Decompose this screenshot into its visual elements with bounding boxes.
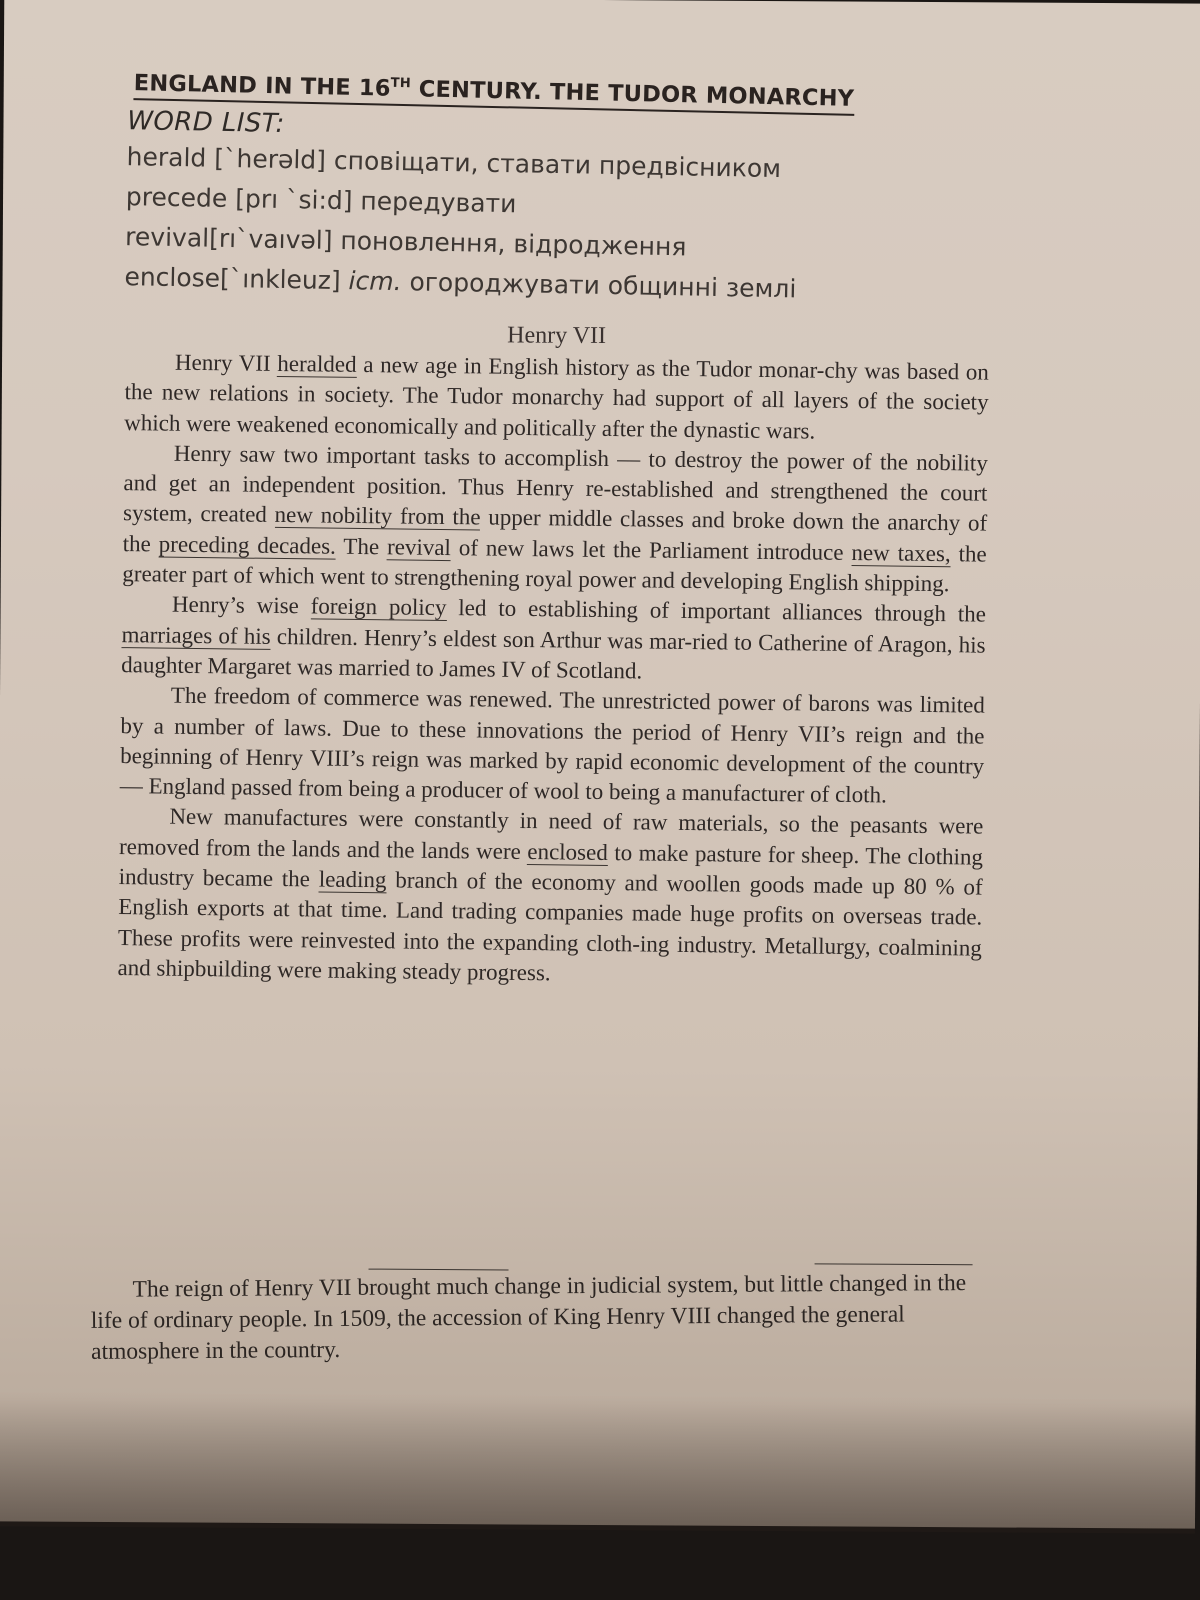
summary-text: The reign of Henry VII brought much change in judicial system, but little changed in the life of ordinary people. In 1509, the accession of King Henry VIII changed the general atmosphere in the country. [90, 1270, 967, 1365]
title-suffix: CENTURY. THE TUDOR MONARCHY [410, 76, 855, 112]
title-superscript: TH [390, 75, 412, 92]
paragraph-2 [122, 438, 988, 600]
page-bottom-shadow [0, 1391, 1196, 1533]
p2-text-c: The [335, 533, 388, 560]
word-entry-precede: precede [prı `si:d] передувати [125, 182, 517, 219]
word-entry-enclose-abbr: icm. [348, 266, 402, 297]
title-prefix: ENGLAND IN THE 16 [133, 70, 391, 102]
p5-text-a: New manufactures were constantly in need of raw materials, so the peasants were removed from the lands and the lands were [118, 804, 984, 864]
p3-text-b: led to establishing of important alliances through the [446, 595, 987, 628]
word-entry-enclose-translation: огороджувати общинні землі [401, 267, 797, 304]
word-list [124, 105, 799, 309]
article-body [117, 347, 989, 994]
p2-text-b: upper middle classes and broke down the anarchy of the [122, 504, 988, 557]
underline-heralded: heralded [277, 350, 357, 377]
p3-text-c: children. Henry’s eldest son Arthur was mar-ried to Catherine of Aragon, his daughter Margaret was married to James IV of Scotland. [121, 623, 986, 684]
underline-foreign-policy: foreign policy [310, 593, 447, 621]
p2-text-d: of new laws let the Parliament introduce [450, 534, 852, 565]
separator-rule-right [815, 1263, 973, 1265]
word-list-heading: WORD LIST: [127, 106, 286, 139]
underline-revival: revival [386, 534, 452, 560]
p2-text-a: Henry saw two important tasks to accomplish — to destroy the power of the nobility and get an independent position. Thus Henry re-established and strengthened the court system, created [122, 440, 988, 528]
underline-new-taxes: new taxes, [851, 539, 951, 566]
paragraph-5 [117, 802, 983, 994]
underline-marriages: marriages of his [121, 621, 271, 649]
paragraph-3 [121, 589, 986, 690]
p2-text-e: the greater part of which went to strengthening royal power and developing English shipping. [122, 540, 987, 597]
underline-new-nobility: new nobility from the [274, 502, 481, 530]
word-entry-herald: herald [`herəld] сповіщати, ставати предвісником [126, 142, 782, 184]
paragraph-4: The freedom of commerce was renewed. The unrestricted power of barons was limited by a number of laws. Due to these innovations the period of Henry VII’s reign and the beginning of Henry VIII’s reign was marked by rapid economic development of the country — England passed from being a producer of wool to being a manufacturer of cloth. [119, 682, 985, 808]
p1-text-a: Henry VII [174, 349, 278, 376]
p3-text-a: Henry’s wise [171, 592, 311, 619]
section-heading: Henry VII [507, 322, 607, 350]
word-entry-revival: revival[rı`vaıvəl] поновлення, відродження [124, 222, 687, 262]
word-entry-enclose-term: enclose[`ınkleuz] [124, 262, 349, 296]
p5-text-b: to make pasture for sheep. The clothing industry became the [118, 839, 984, 892]
underline-leading: leading [318, 866, 387, 893]
paragraph-1 [124, 347, 989, 448]
underline-preceding: preceding decades. [158, 531, 337, 559]
underline-enclosed: enclosed [527, 838, 608, 865]
summary-paragraph [90, 1268, 991, 1368]
p5-text-c: branch of the economy and woollen goods made up 80 % of English exports at that time. Land trading companies made huge profits on overseas trade. These profits were reinvested into the expanding cloth-ing industry. Metallurgy, coalmining and shipbuilding were making steady progress. [117, 867, 983, 986]
p1-text-b: a new age in English history as the Tudor monar-chy was based on the new relations in society. The Tudor monarchy had support of all layers of the society which were weakened economically and politically after the dynastic wars. [124, 351, 990, 444]
separator-rule-left [369, 1269, 509, 1271]
